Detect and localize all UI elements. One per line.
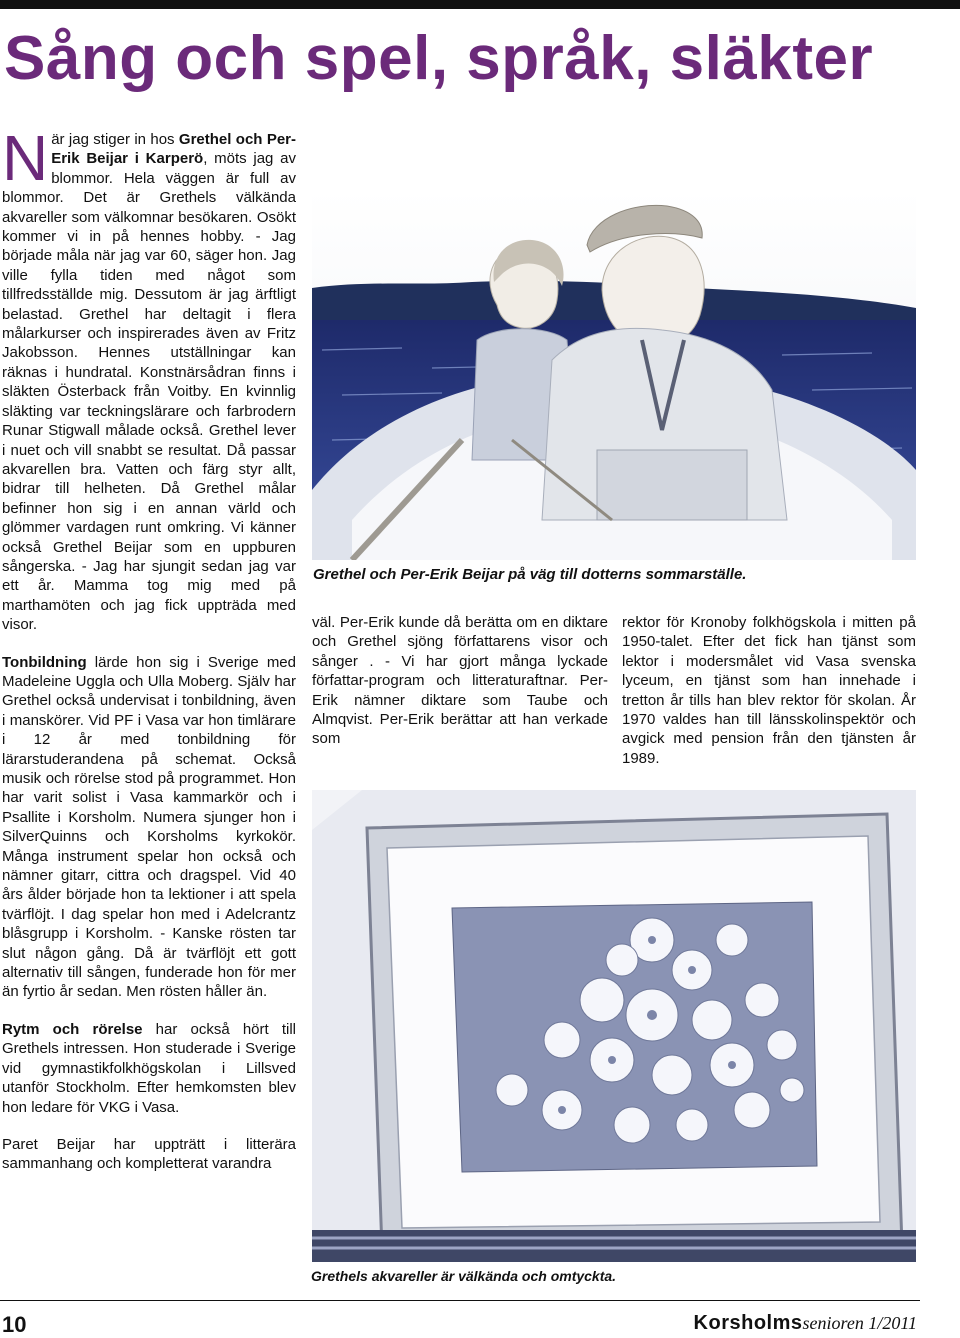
body-text: lärde hon sig i Sverige med Madeleine Uggla och Ulla Moberg. Själv har Grethel också undervisat i tonbildning, även i manskörer. Vid PF i Vasa var hon timlärare i 12 år med tonbildning för lärarstuderandena på schemat. Också musik och rörelse stod på programmet. Hon har varit solist i Vasa kammarkör och i Psallite i Korsholm. Numera sjunger hon i SilverQuinns och Korsholms kyrkokör. Många instrument spelar hon också och nämner gitarr, cittra och dragspel. Vid 40 års ålder började hon ta lektioner i att spela tvärflöjt. I dag spelar hon med i Adelcrantz blåsgrupp i Korsholm. - Kanske rösten tar slut någon gång. Då är tvärflöjt ett gott alternativ till sången, funderade hon för mer än fyrtio år sedan. Men rösten håller än. [2,653,296,1001]
article-paragraph-col2: väl. Per-Erik kunde då berätta om en diktare och Grethel sjöng författarens visor och sånger . - Vi har gjort många lyckade författar-program och litteraturaftnar. Per-Erik nämner diktare som Taube och Almqvist. Per-Erik berättar att han verkade som [312,614,608,748]
article-paragraph-tonbildning [2,653,296,1002]
page-number: 10 [2,1312,27,1337]
body-text: har också hört till Grethels intressen. Hon studerade i Sverige vid gymnastikfolkhögskolan i Lillsved utanför Stockholm. Efter hemkomsten blev hon ledare för VKG i Vasa. [2,1020,296,1116]
article-paragraph-paret [2,1135,296,1174]
photo-caption-watercolors: Grethels akvareller är välkända och omtyckta. [311,1268,617,1284]
body-text: är jag stiger in hos [51,131,179,148]
article-column-3 [622,613,916,768]
article-paragraph-rytm [2,1020,296,1117]
magazine-brand: Korsholms [693,1312,803,1334]
article-paragraph-col3: rektor för Kronoby folkhögskola i mitten på 1950-talet. Efter det fick han tjänst som lektor i modersmålet vid Vasa svenska lyceum, en tjänst som han innehade i tretton år tills han blev rektor för skolan. År 1970 valdes han till länsskolinspektör och avgick med pension från den tjänsten år 1989. [622,614,916,767]
magazine-issue-label: senioren 1/2011 [802,1313,917,1333]
body-text: , möts jag av blommor. Hela väggen är full av blommor. Det är Grethels välkända akvareller som välkomnar besökaren. Osökt kommer vi in på hennes hobby. - Jag började måla när jag var 60, säger hon. Jag ville fylla tiden med något som tillfredsställde mig. Dessutom är jag ärftligt belastad. Grethel har deltagit i flera målarkurser och inspirerades även av Fritz Jakobsson. Hennes utställningar kan räknas i hundratal. Konstnärsådran finns i släkten Österback från Voitby. En kvinnlig släkting var teckningslärare och farbrodern Runar Stigwall målade också. Grethel lever i nuet och vill snabbt se resultat. Då passar akvarellen bra. Vatten och färg styr allt, bidrar till helheten. Då Grethel målar befinner hon sig i en annan värld och glömmer vardagen runt omkring. Vi känner också Grethel Beijar som en uppburen sångerska. - Jag har sjungit sedan jag var ett år. Mamma tog mig med på marthamöten och jag fick uppträda med visor. [2,150,296,634]
article-column-1 [2,122,297,1174]
bold-lead-text: Tonbildning [2,653,87,671]
drop-cap: N [2,122,49,194]
page-title: Sång och spel, språk, släkter [4,24,874,93]
bold-lead-text: Grethel och Per-Erik Beijar i Karperö [51,131,297,168]
footer-rule [0,1300,920,1301]
bold-lead-text: Rytm och rörelse [2,1020,143,1038]
article-paragraph-intro [2,122,297,635]
couple-boat-photo [312,190,916,560]
article-column-2 [312,613,608,749]
magazine-issue [694,1312,917,1335]
photo-caption-couple: Grethel och Per-Erik Beijar på väg till dotterns sommarställe. [313,566,747,583]
body-text: Paret Beijar har uppträtt i litterära sammanhang och kompletterat varandra [2,1135,296,1173]
framed-watercolor-photo [312,790,916,1262]
top-rule [0,0,960,9]
